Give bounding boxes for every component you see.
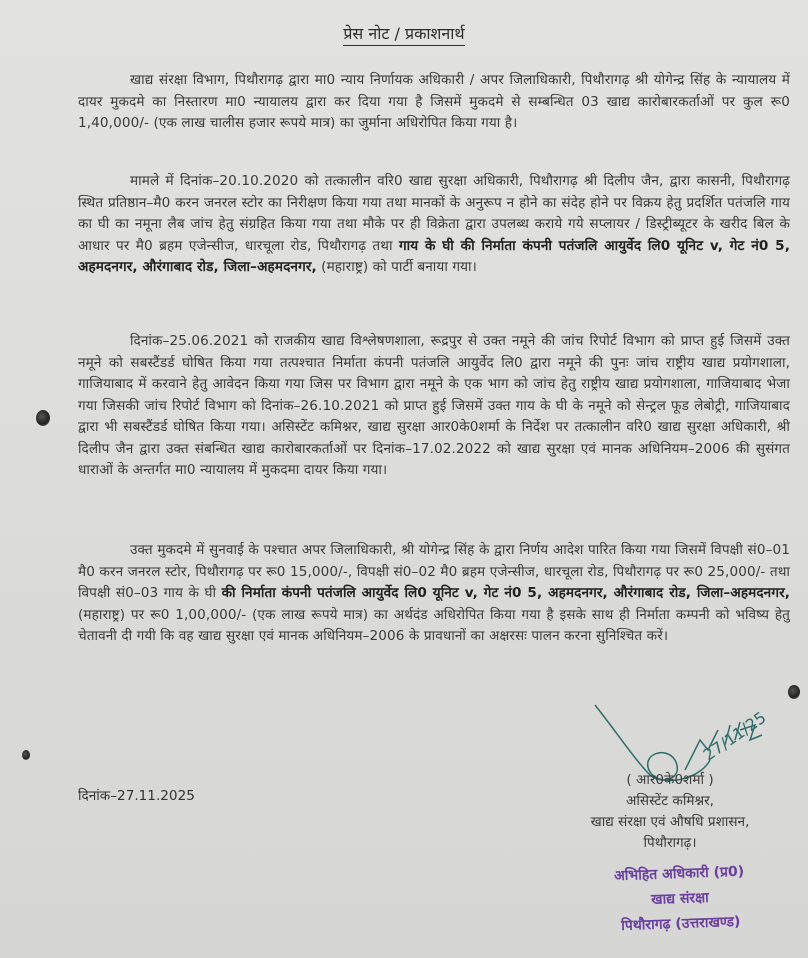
punch-hole-icon	[22, 750, 30, 760]
paragraph-3-text: दिनांक–25.06.2021 को राजकीय खाद्य विश्लेषणशाला, रूद्रपुर से उक्त नमूने की जांच रिपोर्ट विभाग को प्राप्त हुई जिसमें उक्त नमूने को सबस्टैंडर्ड घोषित किया गया तत्पश्चात निर्माता कंपनी पतंजलि आयुर्वेद लि0 द्वारा नमूने की पुनः जांच राष्ट्रीय खाद्य प्रयोगशाला, गाजियाबाद में करवाने हेतु आवेदन किया गया जिस पर विभाग द्वारा नमूने के एक भाग को जांच हेतु राष्ट्रीय खाद्य प्रयोगशाला, गाजियाबाद भेजा गया जिसकी जांच रिपोर्ट विभाग को दिनांक–26.10.2021 को प्राप्त हुई जिसमें उक्त गाय के घी के नमूने को सेन्ट्रल फूड लेबोट्री, गाजियाबाद द्वारा भी सबस्टैंडर्ड घोषित किया गया। असिस्टेंट कमिश्नर, खाद्य सुरक्षा आर0के0शर्मा के निर्देश पर तत्कालीन वरि0 खाद्य सुरक्षा अधिकारी, श्री दिलीप जैन द्वारा उक्त संबन्धित खाद्य कारोबारकर्ताओं पर दिनांक–17.02.2022 को खाद्य सुरक्षा एवं मानक अधिनियम–2006 की सुसंगत धाराओं के अन्तर्गत मा0 न्यायालय में मुकदमा दायर किया गया।	[78, 333, 790, 478]
svg-text:27/11/25: 27/11/25	[699, 707, 770, 765]
paragraph-2-text-b: (महाराष्ट्र) को पार्टी बनाया गया।	[316, 259, 477, 275]
paragraph-3	[78, 331, 790, 482]
signatory-location: पिथौरागढ़।	[643, 835, 697, 851]
stamp-line-3: पिथौरागढ़ (उत्तराखण्ड)	[620, 913, 741, 935]
signatory-department: खाद्य संरक्षा एवं औषधि प्रशासन,	[590, 814, 750, 830]
paragraph-2	[78, 171, 790, 279]
punch-hole-icon	[36, 410, 50, 426]
paragraph-2-bold: गाय के घी की निर्माता कंपनी पतंजलि आयुर्वेद लि0 यूनिट v, गेट नं0 5, अहमदनगर, औरंगाबाद रोड, जिला–अहमदनगर,	[78, 237, 791, 275]
signatory-block	[545, 770, 795, 854]
document-title	[0, 22, 808, 44]
stamp-line-2: खाद्य संरक्षा	[650, 889, 710, 909]
paragraph-1	[78, 70, 790, 135]
official-stamp	[589, 859, 772, 940]
title-text: प्रेस नोट / प्रकाशनार्थ	[343, 24, 464, 46]
paragraph-2-text-a: मामले में दिनांक–20.10.2020 को तत्कालीन वरि0 खाद्य सुरक्षा अधिकारी, पिथौरागढ़ श्री दिलीप जैन, द्वारा कासनी, पिथौरागढ़ स्थित प्रतिष्ठान–मै0 करन जनरल स्टोर का निरीक्षण किया गया तथा मानकों के अनुरूप न होने का संदेह होने पर विक्रय हेतु प्रदर्शित पतंजलि गाय का घी का नमूना लैब जांच हेतु संग्रहित किया गया तथा मौके पर ही विक्रेता द्वारा उपलब्ध कराये गये सप्लायर / डिस्ट्रीब्यूटर के खरीद बिल के आधार पर मै0 ब्रहम एजेन्सीज, धारचूला रोड, पिथौरागढ़ तथा	[78, 173, 790, 254]
punch-hole-icon	[788, 685, 800, 699]
paragraph-4-text-a: उक्त मुकदमे में सुनवाई के पश्चात अपर जिलाधिकारी, श्री योगेन्द्र सिंह के द्वारा निर्णय आदेश पारित किया गया जिसमें विपक्षी सं0–01 मै0 करन जनरल स्टोर, पिथौरागढ़ पर रू0 15,000/-, विपक्षी सं0–02 मै0 ब्रहम एजेन्सीज, धारचूला रोड, पिथौरागढ़ पर रू0 25,000/- तथा विपक्षी सं0–03 गाय के घी	[78, 542, 790, 601]
paragraph-4	[78, 540, 790, 648]
paragraph-1-text: खाद्य संरक्षा विभाग, पिथौरागढ़ द्वारा मा0 न्याय निर्णायक अधिकारी / अपर जिलाधिकारी, पिथौरागढ़ श्री योगेन्द्र सिंह के न्यायालय में दायर मुकदमे का निस्तारण मा0 न्यायालय द्वारा कर दिया गया है जिसमें मुकदमे से सम्बन्धित 03 खाद्य कारोबारकर्ताओं पर कुल रू0 1,40,000/- (एक लाख चालीस हजार रूपये मात्र) का जुर्माना अधिरोपित किया गया है।	[78, 72, 790, 131]
signatory-designation: असिस्टेंट कमिश्नर,	[626, 793, 714, 809]
paragraph-4-text-b: (महाराष्ट्र) पर रू0 1,00,000/- (एक लाख रूपये मात्र) का अर्थदंड अधिरोपित किया गया है इसके साथ ही निर्माता कम्पनी को भविष्य हेतु चेतावनी दी गयी कि वह खाद्य सुरक्षा एवं मानक अधिनियम–2006 के प्रावधानों का अक्षरसः पालन करना सुनिश्चित करें।	[78, 606, 790, 644]
paragraph-4-bold: की निर्माता कंपनी पतंजलि आयुर्वेद लि0 यूनिट v, गेट नं0 5, अहमदनगर, औरंगाबाद रोड, जिला–अहमदनगर,	[221, 585, 791, 601]
stamp-line-1: अभिहित अधिकारी (प्र0)	[613, 863, 745, 885]
signatory-name: ( आर0के0शर्मा )	[626, 772, 714, 788]
document-date: दिनांक–27.11.2025	[78, 788, 195, 804]
